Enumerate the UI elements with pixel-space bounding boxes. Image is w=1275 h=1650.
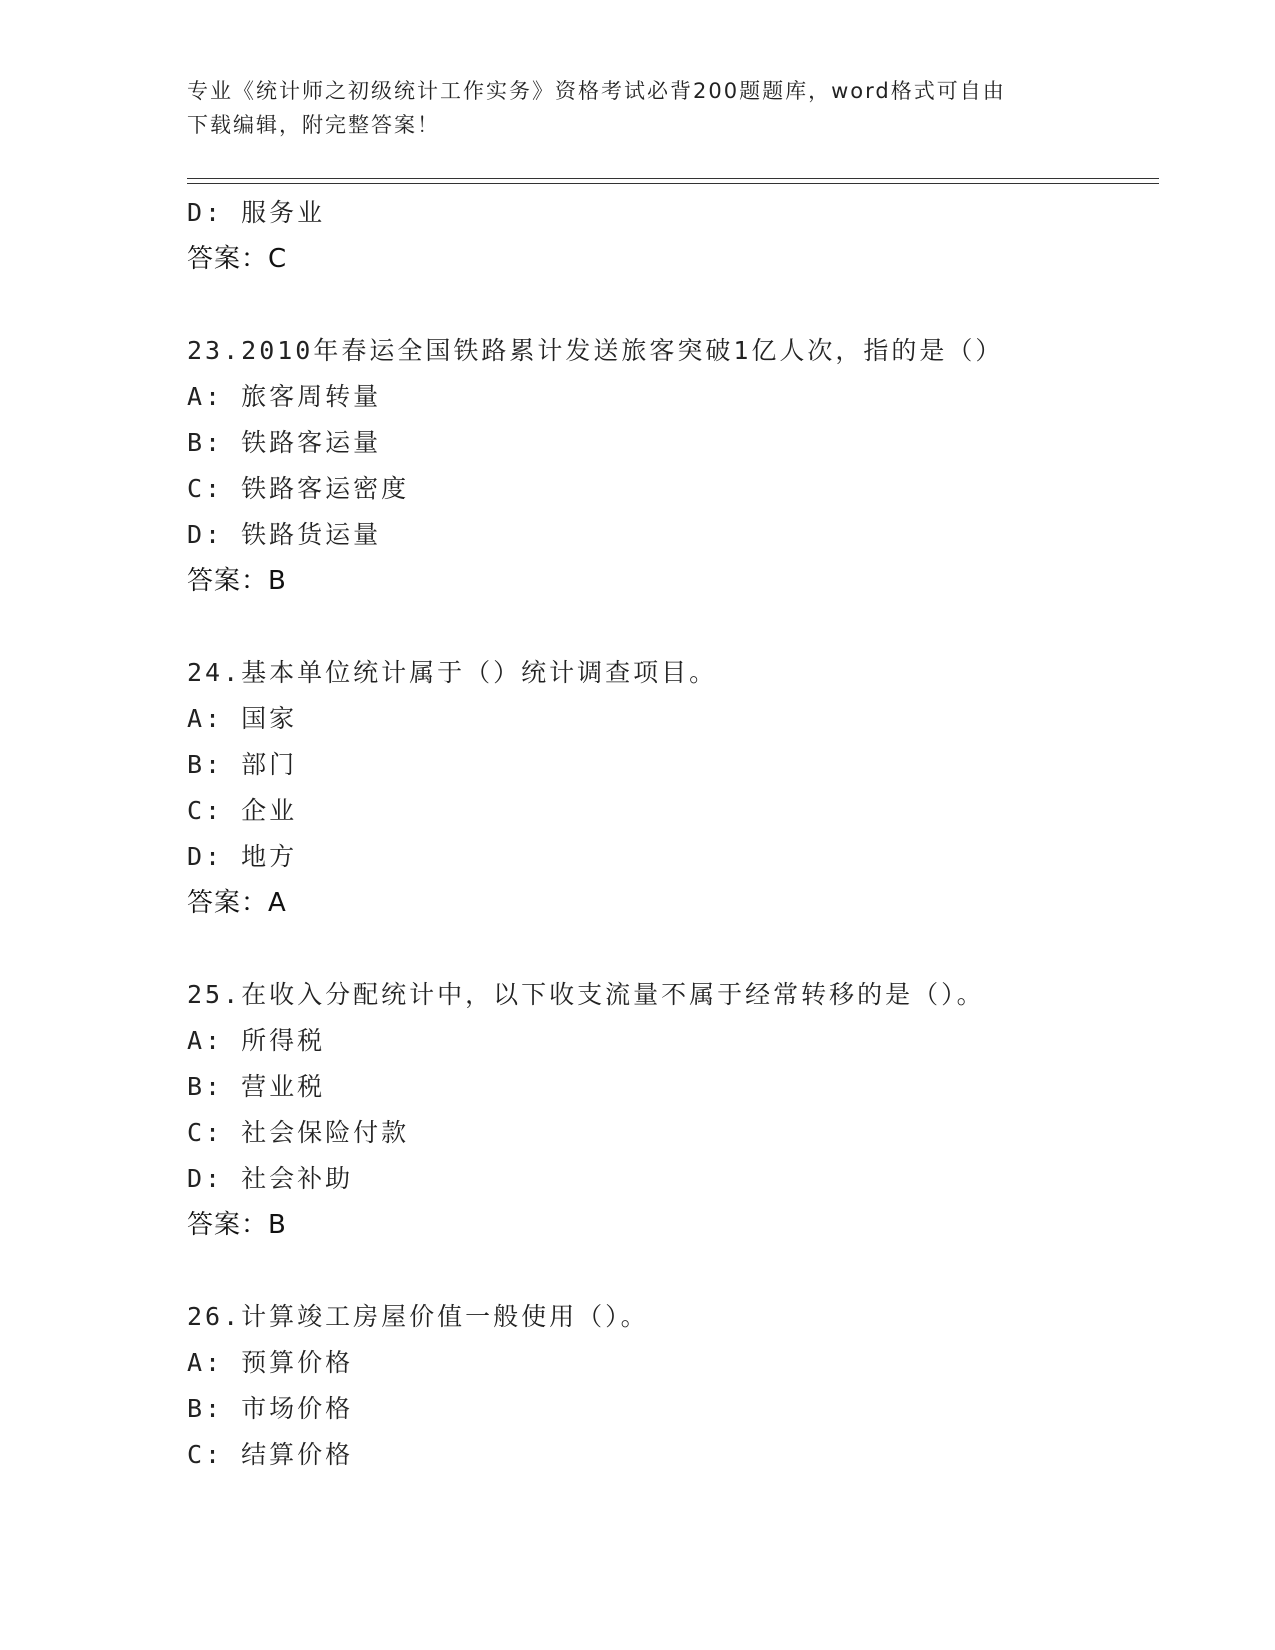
option-c: C: 结算价格	[187, 1440, 354, 1469]
question-block-26	[187, 1294, 1167, 1478]
document-header	[187, 74, 1087, 142]
header-divider	[187, 178, 1159, 184]
spacer	[187, 926, 1167, 972]
spacer	[187, 604, 1167, 650]
question-block-25	[187, 972, 1167, 1294]
option-a: A: 旅客周转量	[187, 382, 382, 411]
question-stem: 25.在收入分配统计中，以下收支流量不属于经常转移的是（）。	[187, 980, 985, 1009]
option-c: C: 企业	[187, 796, 298, 825]
header-title-line-1: 专业《统计师之初级统计工作实务》资格考试必背200题题库，word格式可自由	[187, 79, 1006, 103]
option-a: A: 国家	[187, 704, 298, 733]
option-d: D: 铁路货运量	[187, 520, 382, 549]
question-block-23	[187, 328, 1167, 650]
option-c: C: 铁路客运密度	[187, 474, 410, 503]
header-title-line-2: 下载编辑，附完整答案！	[187, 113, 440, 137]
answer-line: 答案：B	[187, 1210, 287, 1240]
question-stem: 24.基本单位统计属于（）统计调查项目。	[187, 658, 718, 687]
option-a: A: 所得税	[187, 1026, 326, 1055]
option-b: B: 铁路客运量	[187, 428, 382, 457]
option-d: D: 社会补助	[187, 1164, 354, 1193]
answer-line: 答案：C	[187, 244, 288, 274]
option-c: C: 社会保险付款	[187, 1118, 410, 1147]
option-b: B: 部门	[187, 750, 298, 779]
option-b: B: 市场价格	[187, 1394, 354, 1423]
question-stem: 23.2010年春运全国铁路累计发送旅客突破1亿人次，指的是（）	[187, 336, 1004, 365]
question-list	[187, 190, 1167, 1478]
question-block-24	[187, 650, 1167, 972]
option-d: D: 地方	[187, 842, 298, 871]
spacer	[187, 282, 1167, 328]
option-b: B: 营业税	[187, 1072, 326, 1101]
spacer	[187, 1248, 1167, 1294]
answer-line: 答案：B	[187, 566, 287, 596]
answer-line: 答案：A	[187, 888, 287, 918]
option-d: D: 服务业	[187, 198, 326, 227]
option-a: A: 预算价格	[187, 1348, 354, 1377]
question-stem: 26.计算竣工房屋价值一般使用（）。	[187, 1302, 649, 1331]
